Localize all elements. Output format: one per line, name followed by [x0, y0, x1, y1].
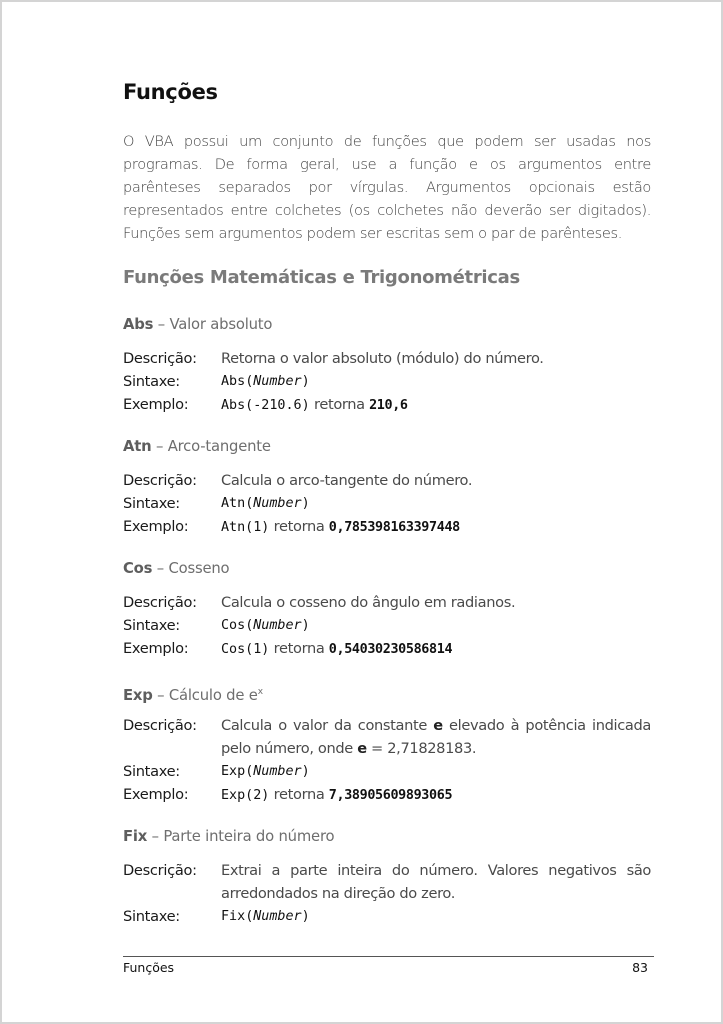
dash: – — [151, 828, 159, 845]
function-title: Cálculo de e — [168, 686, 258, 704]
returns-word: retorna — [273, 518, 325, 535]
description-text — [221, 714, 651, 760]
function-title: Cosseno — [168, 560, 230, 577]
example-text — [221, 783, 651, 807]
description-row — [123, 591, 651, 614]
description-text: Calcula o cosseno do ângulo em radianos. — [221, 594, 516, 611]
returns-word: retorna — [273, 640, 325, 657]
description-row — [123, 469, 651, 492]
syntax-fn: Abs — [221, 374, 246, 389]
syntax-label: Sintaxe: — [123, 373, 180, 390]
returns-word: retorna — [273, 786, 325, 803]
function-entry-fix — [123, 826, 651, 928]
footer-page-number: 83 — [632, 960, 648, 975]
syntax-label: Sintaxe: — [123, 495, 180, 512]
function-entry-exp — [123, 681, 651, 807]
syntax-code: Abs(Number) — [221, 374, 310, 389]
description-label: Descrição: — [123, 717, 197, 734]
example-result: 210,6 — [369, 398, 408, 413]
function-name: Atn — [123, 438, 152, 455]
description-row — [123, 347, 651, 370]
syntax-arg: Number — [253, 374, 302, 389]
syntax-code: Atn(Number) — [221, 496, 310, 511]
function-title: Parte inteira do número — [163, 828, 335, 845]
example-row — [123, 637, 651, 661]
example-call: Cos(1) — [221, 642, 270, 657]
description-text: Calcula o arco-tangente do número. — [221, 472, 473, 489]
example-text — [221, 393, 651, 417]
example-row — [123, 783, 651, 807]
desc-part: = 2,71828183. — [366, 740, 477, 757]
syntax-row — [123, 492, 651, 515]
dash: – — [156, 560, 164, 577]
section-title: Funções Matemáticas e Trigonométricas — [123, 267, 520, 288]
function-heading — [123, 314, 651, 336]
example-result: 7,38905609893065 — [328, 788, 453, 803]
function-name: Exp — [123, 686, 153, 704]
example-row — [123, 515, 651, 539]
syntax-fn: Exp — [221, 764, 246, 779]
example-label: Exemplo: — [123, 786, 189, 803]
example-label: Exemplo: — [123, 640, 189, 657]
example-label: Exemplo: — [123, 518, 189, 535]
syntax-arg: Number — [253, 496, 302, 511]
constant-e: e — [433, 717, 443, 734]
description-label: Descrição: — [123, 862, 197, 879]
syntax-label: Sintaxe: — [123, 908, 180, 925]
desc-part: Calcula o valor da constante — [221, 717, 434, 734]
description-text: Retorna o valor absoluto (módulo) do número. — [221, 350, 544, 367]
description-label: Descrição: — [123, 472, 197, 489]
syntax-fn: Fix — [221, 909, 246, 924]
function-title: Valor absoluto — [169, 316, 273, 333]
description-row — [123, 714, 651, 760]
syntax-row — [123, 370, 651, 393]
syntax-code: Cos(Number) — [221, 618, 310, 633]
syntax-label: Sintaxe: — [123, 617, 180, 634]
example-call: Exp(2) — [221, 788, 270, 803]
syntax-arg: Number — [253, 764, 302, 779]
description-label: Descrição: — [123, 594, 197, 611]
syntax-label: Sintaxe: — [123, 763, 180, 780]
example-call: Atn(1) — [221, 520, 270, 535]
function-heading — [123, 436, 651, 458]
example-result: 0,54030230586814 — [328, 642, 453, 657]
function-heading — [123, 826, 651, 848]
function-name: Fix — [123, 828, 148, 845]
syntax-row — [123, 614, 651, 637]
function-heading — [123, 681, 651, 703]
example-text — [221, 515, 651, 539]
syntax-fn: Cos — [221, 618, 246, 633]
syntax-row — [123, 905, 651, 928]
footer-section-name: Funções — [123, 960, 175, 975]
intro-paragraph: O VBA possui um conjunto de funções que podem ser usadas nos programas. De forma geral, use a função e os argumentos entre parênteses separados por vírgulas. Argumentos opcionais estão representados entre colchetes (os colchetes não deverão ser digitados). Funções sem argumentos podem ser escritas sem o par de parênteses. — [123, 133, 651, 242]
dash: – — [155, 438, 164, 455]
function-entry-abs — [123, 314, 651, 417]
function-name: Abs — [123, 316, 154, 333]
description-row — [123, 859, 651, 905]
page-title: Funções — [123, 80, 218, 104]
desc-part: elevado à potência indicada pelo número, onde — [221, 717, 651, 757]
example-result: 0,785398163397448 — [328, 520, 460, 535]
syntax-code: Fix(Number) — [221, 909, 310, 924]
syntax-row — [123, 760, 651, 783]
returns-word: retorna — [313, 396, 365, 413]
syntax-code: Exp(Number) — [221, 764, 310, 779]
function-entry-cos — [123, 558, 651, 661]
function-title: Arco-tangente — [167, 438, 271, 455]
footer-divider — [123, 956, 654, 957]
function-entry-atn — [123, 436, 651, 539]
syntax-arg: Number — [253, 909, 302, 924]
example-call: Abs(-210.6) — [221, 398, 310, 413]
example-text — [221, 637, 651, 661]
function-heading — [123, 558, 651, 580]
dash: – — [157, 316, 165, 333]
superscript-x: x — [257, 687, 263, 697]
example-row — [123, 393, 651, 417]
syntax-arg: Number — [253, 618, 302, 633]
syntax-fn: Atn — [221, 496, 246, 511]
example-label: Exemplo: — [123, 396, 189, 413]
description-text: Extrai a parte inteira do número. Valores negativos são arredondados na direção do zero. — [221, 862, 651, 902]
dash: – — [157, 686, 165, 704]
function-name: Cos — [123, 560, 153, 577]
description-label: Descrição: — [123, 350, 197, 367]
constant-e: e — [357, 740, 367, 757]
